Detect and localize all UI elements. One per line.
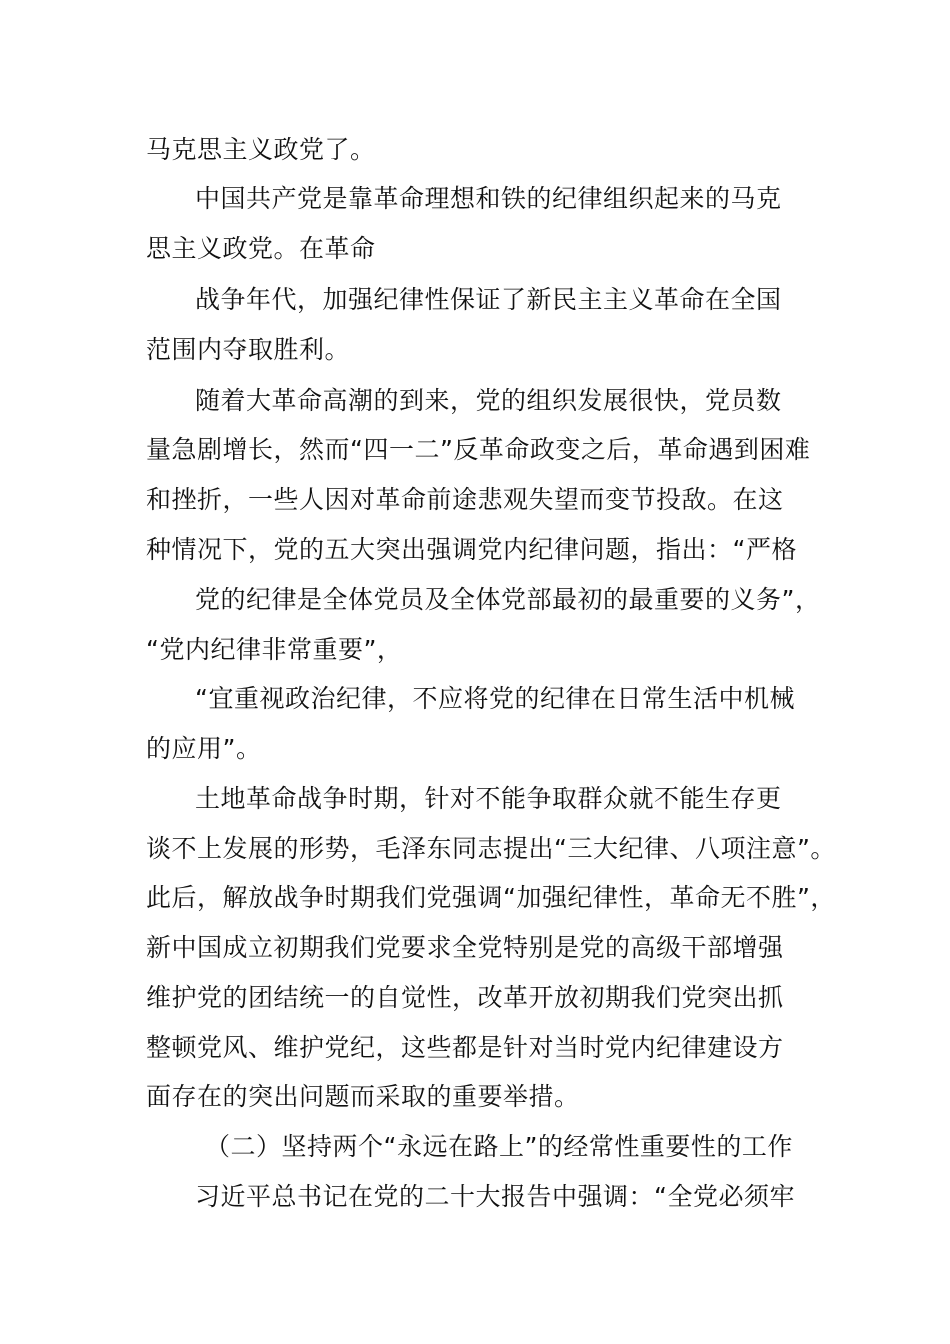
text-line: “党内纪律非常重要”， xyxy=(146,635,403,664)
text-line: 范围内夺取胜利。 xyxy=(146,335,351,364)
text-line: 习近平总书记在党的二十大报告中强调：“全党必须牢 xyxy=(195,1182,795,1211)
text-line: 维护党的团结统一的自觉性，改革开放初期我们党突出抓 xyxy=(146,983,784,1012)
text-line: “宜重视政治纪律，不应将党的纪律在日常生活中机械 xyxy=(195,684,795,713)
text-line: 土地革命战争时期，针对不能争取群众就不能生存更 xyxy=(195,784,782,813)
text-line: 种情况下，党的五大突出强调党内纪律问题，指出：“严格 xyxy=(146,535,797,564)
text-line: 量急剧增长，然而“四一二”反革命政变之后，革命遇到困难 xyxy=(146,435,811,464)
text-line: 整顿党风、维护党纪，这些都是针对当时党内纪律建设方 xyxy=(146,1033,784,1062)
text-line: 思主义政党。在革命 xyxy=(146,234,376,263)
text-line: 新中国成立初期我们党要求全党特别是党的高级干部增强 xyxy=(146,933,784,962)
text-line: 谈不上发展的形势，毛泽东同志提出“三大纪律、八项注意”。 xyxy=(146,834,836,863)
section-heading: （二）坚持两个“永远在路上”的经常性重要性的工作 xyxy=(205,1132,793,1161)
text-line: 此后，解放战争时期我们党强调“加强纪律性，革命无不胜”， xyxy=(146,883,836,912)
text-line: 面存在的突出问题而采取的重要举措。 xyxy=(146,1082,580,1111)
text-line: 和挫折，一些人因对革命前途悲观失望而变节投敌。在这 xyxy=(146,485,784,514)
text-line: 马克思主义政党了。 xyxy=(146,135,376,164)
text-line: 的应用”。 xyxy=(146,734,262,763)
text-line: 战争年代，加强纪律性保证了新民主主义革命在全国 xyxy=(195,285,782,314)
text-line: 中国共产党是靠革命理想和铁的纪律组织起来的马克 xyxy=(195,184,782,213)
text-line: 党的纪律是全体党员及全体党部最初的最重要的义务”， xyxy=(195,585,821,614)
text-line: 随着大革命高潮的到来，党的组织发展很快，党员数 xyxy=(195,386,782,415)
